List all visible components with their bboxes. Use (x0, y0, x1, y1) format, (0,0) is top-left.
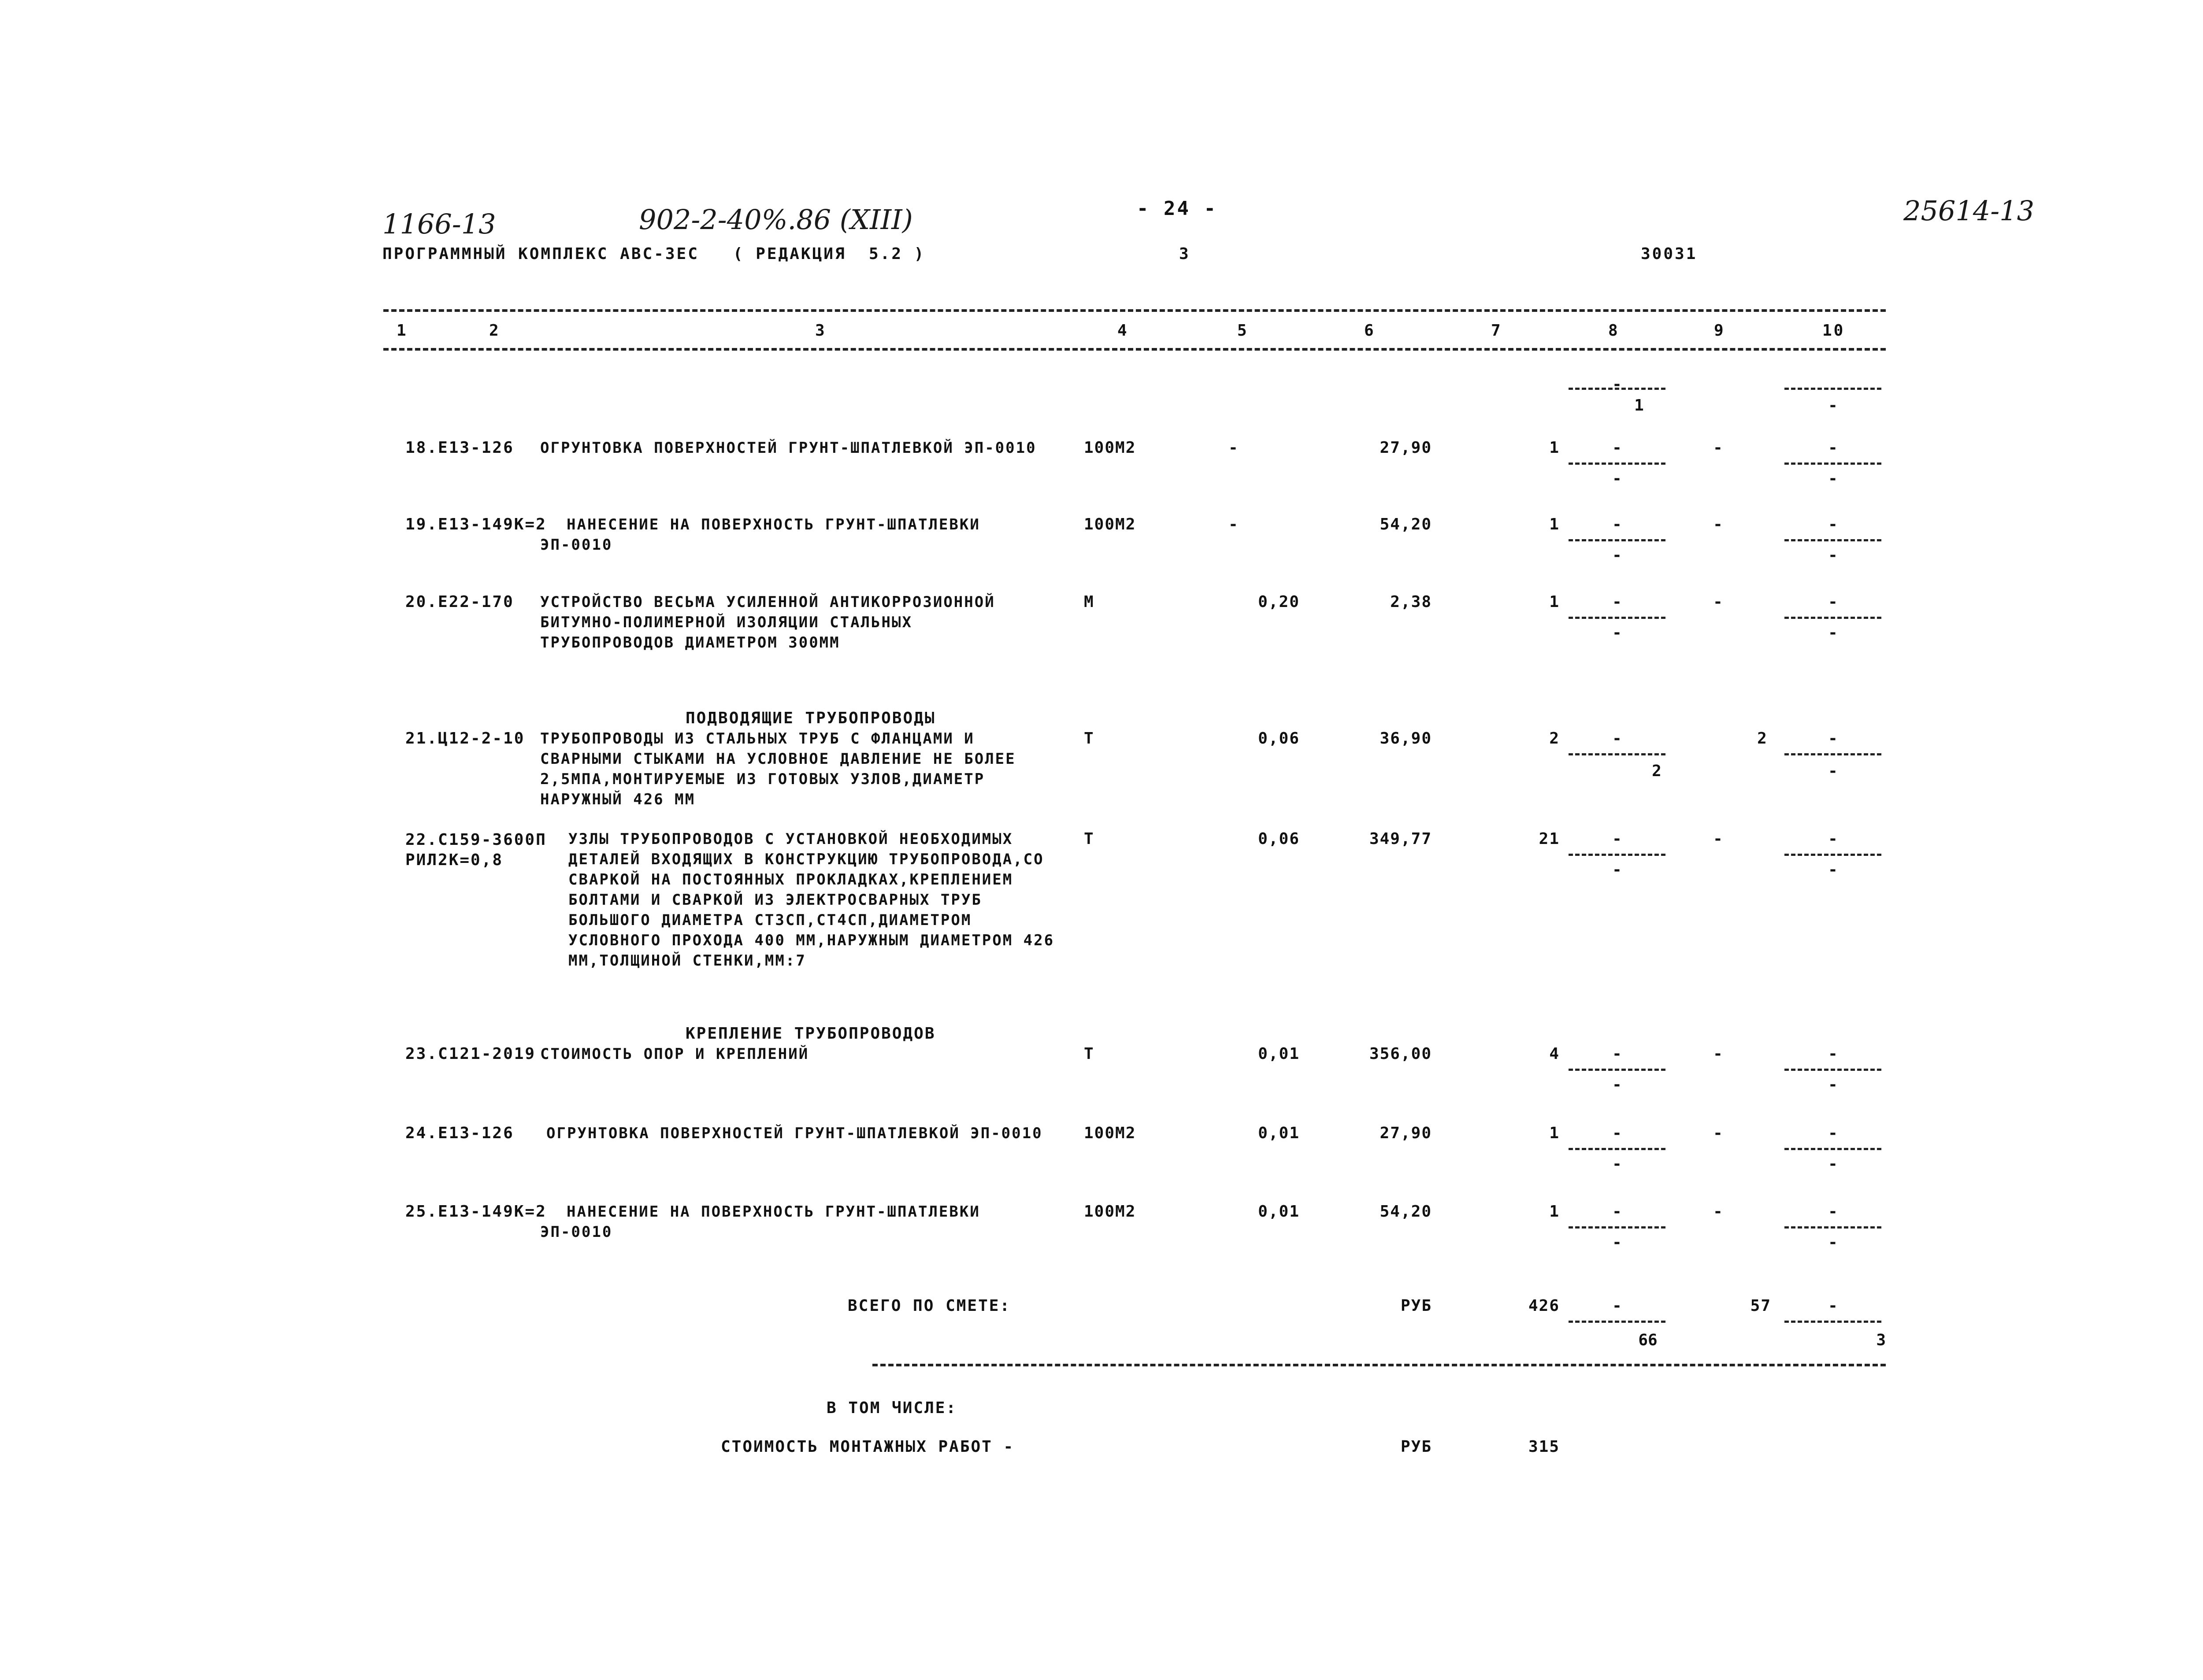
row-description: НАНЕСЕНИЕ НА ПОВЕРХНОСТЬ ГРУНТ-ШПАТЛЕВКИ ЭП-0010 (540, 1203, 980, 1241)
row-description: СТОИМОСТЬ ОПОР И КРЕПЛЕНИЙ (540, 1045, 809, 1063)
row-col7: 1 (1549, 439, 1560, 457)
row-col10-bottom: - (1828, 546, 1838, 564)
col-9: 9 (1714, 322, 1725, 340)
totals-col10-rule (1784, 1321, 1881, 1323)
row-price: 54,20 (1380, 1203, 1432, 1221)
header-bottom-rule (383, 348, 1886, 351)
row-qty: 0,20 (1258, 593, 1300, 611)
row-col10-bottom: - (1828, 624, 1838, 642)
row-qty: 0,06 (1258, 729, 1300, 747)
row-col10-bottom: - (1828, 762, 1838, 780)
row-col10-top: - (1828, 1203, 1838, 1221)
row-col8-rule (1569, 753, 1665, 755)
row-col8-bottom: - (1612, 1233, 1622, 1251)
handwritten-left-number: 1166-13 (382, 208, 496, 240)
mont-unit: РУБ (1400, 1438, 1432, 1456)
row-col8-bottom: 2 (1652, 762, 1662, 780)
row-col10-bottom: - (1828, 1155, 1838, 1173)
row-code: 20.Е22-170 (405, 593, 514, 611)
row-col7: 1 (1549, 593, 1560, 611)
row-col10-top: - (1828, 1045, 1838, 1063)
row-col8-rule (1569, 539, 1665, 541)
row-col8-rule (1569, 463, 1665, 465)
row-price: 36,90 (1380, 729, 1432, 747)
row-code: 19.Е13-149К=2 (405, 515, 547, 533)
row-unit: Т (1084, 830, 1094, 848)
row-qty: 0,06 (1258, 830, 1300, 848)
row-col8-bottom: - (1612, 546, 1622, 564)
col-6: 6 (1364, 322, 1376, 340)
row-unit: 100М2 (1084, 515, 1136, 533)
section-heading: КРЕПЛЕНИЕ ТРУБОПРОВОДОВ (686, 1025, 936, 1043)
totals-col7: 426 (1528, 1297, 1560, 1315)
doc-number: 30031 (1641, 245, 1698, 263)
row-col7: 4 (1549, 1045, 1560, 1063)
row-col9: - (1713, 515, 1724, 533)
row-col9: - (1713, 439, 1724, 457)
row-col10-rule (1784, 854, 1881, 856)
row-code: 24.Е13-126 (405, 1124, 514, 1142)
row-col7: 1 (1549, 1124, 1560, 1142)
row-col8-top: - (1612, 830, 1622, 848)
row-col8-rule (1569, 1069, 1665, 1071)
row-description: ТРУБОПРОВОДЫ ИЗ СТАЛЬНЫХ ТРУБ С ФЛАНЦАМИ И СВАРНЫМИ СТЫКАМИ НА УСЛОВНОЕ ДАВЛЕНИЕ НЕ БОЛЕЕ 2,5МПА,МОНТИРУЕМЫЕ ИЗ ГОТОВЫХ УЗЛОВ,ДИАМЕТР НАРУЖНЫЙ 426 ММ (540, 730, 1016, 808)
col-3: 3 (815, 322, 827, 340)
mont-label: СТОИМОСТЬ МОНТАЖНЫХ РАБОТ - (721, 1438, 1015, 1456)
row-description: ОГРУНТОВКА ПОВЕРХНОСТЕЙ ГРУНТ-ШПАТЛЕВКОЙ ЭП-0010 (546, 1125, 1043, 1142)
row-description: УСТРОЙСТВО ВЕСЬМА УСИЛЕННОЙ АНТИКОРРОЗИОННОЙ БИТУМНО-ПОЛИМЕРНОЙ ИЗОЛЯЦИИ СТАЛЬНЫХ ТРУБОПРОВОДОВ ДИАМЕТРОМ 300ММ (540, 593, 995, 651)
totals-col10-bottom: 3 (1876, 1331, 1886, 1349)
row-col10-top: - (1828, 830, 1838, 848)
col-4: 4 (1117, 322, 1129, 340)
pre-row-col8-top: - (1612, 375, 1622, 393)
row-price: 27,90 (1380, 1124, 1432, 1142)
row-code: 23.С121-2019 (405, 1045, 536, 1063)
row-col8-top: - (1612, 1203, 1622, 1221)
program-title: ПРОГРАММНЫЙ КОМПЛЕКС АВС-3ЕС ( РЕДАКЦИЯ 5.2 ) (382, 245, 926, 263)
col-1: 1 (397, 322, 408, 340)
col-8: 8 (1608, 322, 1620, 340)
row-unit: 100М2 (1084, 439, 1136, 457)
row-col8-top: - (1612, 729, 1622, 747)
row-col10-top: - (1828, 729, 1838, 747)
row-code: 25.Е13-149К=2 (405, 1203, 547, 1221)
row-col8-bottom: - (1612, 470, 1622, 488)
row-qty: 0,01 (1258, 1045, 1300, 1063)
row-col10-bottom: - (1828, 861, 1838, 879)
col-5: 5 (1237, 322, 1249, 340)
row-col10-rule (1784, 617, 1881, 619)
col-7: 7 (1491, 322, 1502, 340)
row-col8-rule (1569, 854, 1665, 856)
row-qty: - (1228, 515, 1239, 533)
page-number: - 24 - (1137, 197, 1217, 220)
mont-value: 315 (1528, 1438, 1560, 1456)
row-col10-top: - (1828, 593, 1838, 611)
row-code: 22.С159-3600П РИЛ2К=0,8 (405, 831, 547, 869)
row-price: 356,00 (1369, 1045, 1432, 1063)
handwritten-right-number: 25614-13 (1903, 195, 2035, 227)
row-col8-bottom: - (1612, 1076, 1622, 1094)
row-code: 21.Ц12-2-10 (405, 729, 525, 747)
row-col8-bottom: - (1612, 624, 1622, 642)
col-2: 2 (489, 322, 501, 340)
col-10: 10 (1822, 322, 1845, 340)
row-col9: 2 (1757, 729, 1768, 747)
row-col7: 21 (1539, 830, 1560, 848)
row-col7: 1 (1549, 1203, 1560, 1221)
row-col7: 2 (1549, 729, 1560, 747)
section-heading: ПОДВОДЯЩИЕ ТРУБОПРОВОДЫ (686, 709, 936, 727)
pre-row-col8-rule (1569, 388, 1665, 390)
row-col7: 1 (1549, 515, 1560, 533)
row-col8-top: - (1612, 1045, 1622, 1063)
row-col10-bottom: - (1828, 1076, 1838, 1094)
totals-col8-top: - (1612, 1297, 1622, 1315)
totals-unit: РУБ (1400, 1297, 1432, 1315)
row-col8-top: - (1612, 439, 1622, 457)
including-label: В ТОМ ЧИСЛЕ: (827, 1399, 957, 1417)
row-col10-rule (1784, 753, 1881, 755)
row-col8-top: - (1612, 515, 1622, 533)
row-col10-rule (1784, 539, 1881, 541)
row-col8-rule (1569, 1148, 1665, 1150)
pre-row-col10-value: - (1828, 396, 1838, 414)
pre-row-col8-value: 1 (1634, 396, 1644, 414)
row-col9: - (1713, 1203, 1724, 1221)
row-col10-top: - (1828, 515, 1838, 533)
row-col9: - (1713, 1045, 1724, 1063)
row-unit: Т (1084, 1045, 1094, 1063)
row-code: 18.Е13-126 (405, 439, 514, 457)
row-col8-top: - (1612, 1124, 1622, 1142)
row-col9: - (1713, 593, 1724, 611)
row-col10-top: - (1828, 1124, 1838, 1142)
row-description: УЗЛЫ ТРУБОПРОВОДОВ С УСТАНОВКОЙ НЕОБХОДИМЫХ ДЕТАЛЕЙ ВХОДЯЩИХ В КОНСТРУКЦИЮ ТРУБОПРОВОДА,СО СВАРКОЙ НА ПОСТОЯННЫХ ПРОКЛАДКАХ,КРЕПЛЕНИЕМ БОЛТАМИ И СВАРКОЙ ИЗ ЭЛЕКТРОСВАРНЫХ ТРУБ БОЛЬШОГО ДИАМЕТРА СТ3СП,СТ4СП,ДИАМЕТРОМ УСЛОВНОГО ПРОХОДА 400 ММ,НАРУЖНЫМ ДИАМЕТРОМ 426 ММ,ТОЛЩИНОЙ СТЕНКИ,ММ:7 (568, 830, 1055, 970)
row-col8-rule (1569, 1226, 1665, 1229)
totals-col9: 57 (1750, 1297, 1771, 1315)
row-col10-top: - (1828, 439, 1838, 457)
row-unit: Т (1084, 729, 1094, 747)
row-qty: - (1228, 439, 1239, 457)
row-description: НАНЕСЕНИЕ НА ПОВЕРХНОСТЬ ГРУНТ-ШПАТЛЕВКИ ЭП-0010 (540, 516, 980, 554)
row-col8-bottom: - (1612, 1155, 1622, 1173)
row-col10-rule (1784, 1069, 1881, 1071)
totals-label: ВСЕГО ПО СМЕТЕ: (848, 1297, 1011, 1315)
row-col9: - (1713, 1124, 1724, 1142)
row-col10-rule (1784, 1226, 1881, 1229)
totals-col10-top: - (1828, 1297, 1838, 1315)
pre-row-col10-rule (1784, 388, 1881, 390)
header-top-rule (383, 309, 1886, 312)
handwritten-project-code: 902-2-40%.86 (XIII) (639, 204, 913, 236)
sheet-mark: 3 (1179, 245, 1191, 263)
row-price: 27,90 (1380, 439, 1432, 457)
totals-col8-bottom: 66 (1638, 1331, 1658, 1349)
row-col10-bottom: - (1828, 1233, 1838, 1251)
row-col9: - (1713, 830, 1724, 848)
row-price: 2,38 (1390, 593, 1432, 611)
row-col8-rule (1569, 617, 1665, 619)
row-col8-bottom: - (1612, 861, 1622, 879)
row-price: 54,20 (1380, 515, 1432, 533)
row-qty: 0,01 (1258, 1124, 1300, 1142)
totals-separator (872, 1364, 1886, 1366)
row-col10-rule (1784, 463, 1881, 465)
row-unit: 100М2 (1084, 1203, 1136, 1221)
row-col10-bottom: - (1828, 470, 1838, 488)
totals-col8-rule (1569, 1321, 1665, 1323)
row-qty: 0,01 (1258, 1203, 1300, 1221)
row-unit: М (1084, 593, 1094, 611)
row-price: 349,77 (1369, 830, 1432, 848)
row-col10-rule (1784, 1148, 1881, 1150)
row-description: ОГРУНТОВКА ПОВЕРХНОСТЕЙ ГРУНТ-ШПАТЛЕВКОЙ ЭП-0010 (540, 439, 1037, 457)
row-unit: 100М2 (1084, 1124, 1136, 1142)
row-col8-top: - (1612, 593, 1622, 611)
